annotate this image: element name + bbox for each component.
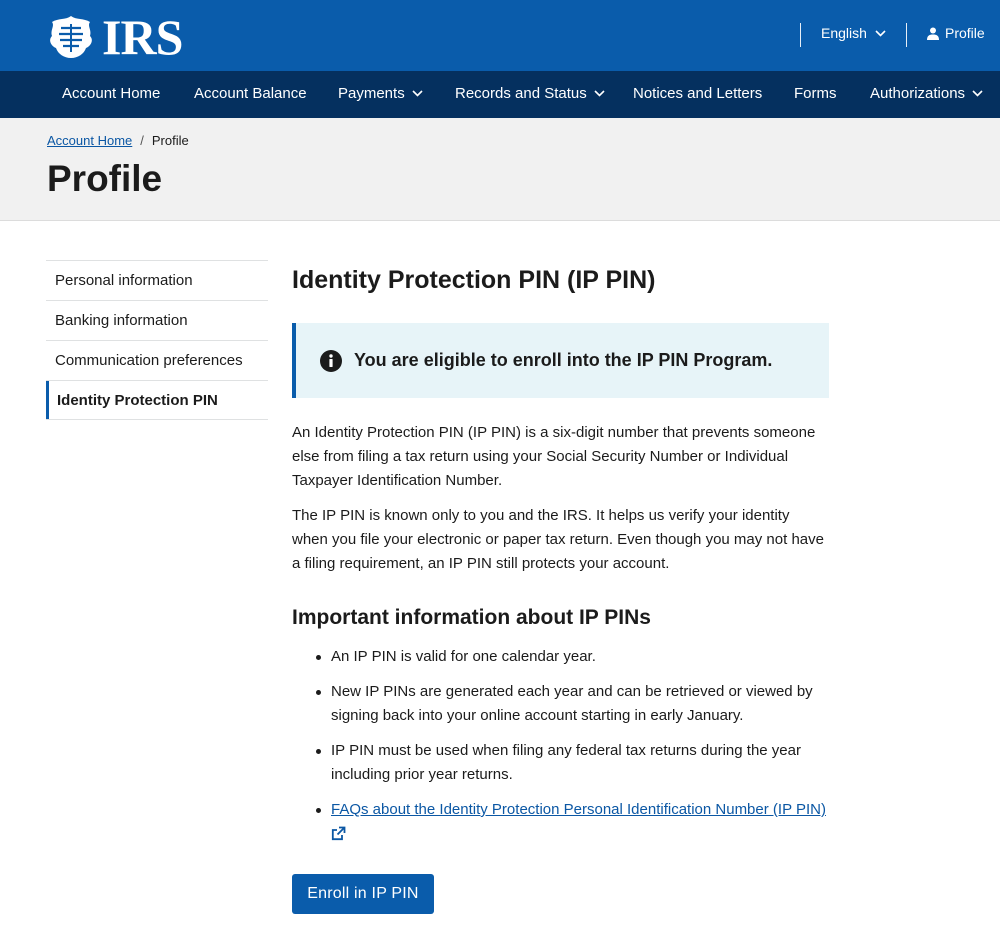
top-header	[0, 0, 1000, 71]
profile-label: Profile	[945, 25, 985, 41]
alert-text: You are eligible to enroll into the IP PIN Program.	[354, 350, 773, 370]
list-item	[331, 798, 832, 841]
faq-link[interactable]: FAQs about the Identity Protection Personal Identification Number (IP PIN)	[331, 801, 826, 818]
nav-label: Records and Status	[455, 85, 587, 102]
nav-account-home[interactable]	[62, 85, 160, 102]
nav-label: Forms	[794, 85, 837, 102]
sidenav-item-personal-information[interactable]	[46, 260, 268, 300]
chevron-down-icon	[412, 90, 423, 97]
nav-label: Account Home	[62, 85, 161, 102]
sidenav-label: Identity Protection PIN	[57, 392, 218, 409]
sidenav-item-identity-protection-pin[interactable]	[46, 380, 268, 420]
eligibility-alert	[292, 323, 829, 398]
important-info-list	[292, 645, 832, 841]
person-icon	[927, 27, 939, 40]
sidenav-item-communication-preferences[interactable]	[46, 340, 268, 380]
breadcrumb-current: Profile	[151, 133, 189, 148]
nav-forms[interactable]	[794, 85, 837, 102]
section-heading: Identity Protection PIN (IP PIN)	[292, 266, 656, 294]
description-paragraph: The IP PIN is known only to you and the IRS. It helps us verify your identity when you file your electronic or paper tax return. Even though you may not have a filing requirement, an IP PIN still protects your account.	[292, 507, 824, 572]
nav-records-and-status[interactable]	[455, 85, 605, 102]
list-item: An IP PIN is valid for one calendar year.	[331, 645, 832, 669]
nav-label: Account Balance	[194, 85, 307, 102]
nav-label: Payments	[338, 85, 405, 102]
info-icon	[320, 350, 342, 372]
main-nav	[0, 71, 1000, 118]
external-link-icon[interactable]	[331, 826, 346, 841]
sidenav-label: Personal information	[55, 272, 193, 289]
profile-sidenav	[46, 260, 268, 420]
language-label: English	[821, 25, 867, 41]
page-title: Profile	[47, 158, 163, 199]
nav-payments[interactable]	[338, 85, 423, 102]
list-item: New IP PINs are generated each year and can be retrieved or viewed by signing back into your online account starting in early January.	[331, 680, 832, 728]
important-info-heading: Important information about IP PINs	[292, 606, 651, 629]
sidenav-item-banking-information[interactable]	[46, 300, 268, 340]
profile-link[interactable]	[927, 25, 985, 41]
language-selector[interactable]	[821, 25, 886, 41]
sidenav-label: Communication preferences	[55, 352, 243, 369]
divider	[800, 23, 801, 47]
enroll-ip-pin-button[interactable]: Enroll in IP PIN	[292, 874, 434, 914]
breadcrumb-account-home[interactable]: Account Home	[47, 133, 133, 148]
nav-label: Authorizations	[870, 85, 966, 102]
nav-authorizations[interactable]	[870, 85, 983, 102]
list-item: IP PIN must be used when filing any federal tax returns during the year including prior year returns.	[331, 739, 832, 787]
chevron-down-icon	[972, 90, 983, 97]
nav-notices-and-letters[interactable]	[633, 85, 762, 102]
sidenav-label: Banking information	[55, 312, 188, 329]
chevron-down-icon	[875, 30, 886, 37]
main-content	[292, 264, 832, 914]
irs-logo[interactable]	[46, 9, 183, 65]
logo-text: IRS	[102, 9, 183, 65]
page-header	[0, 118, 1000, 221]
breadcrumb-separator: /	[140, 133, 144, 148]
nav-label: Notices and Letters	[633, 85, 763, 102]
breadcrumb	[47, 133, 189, 148]
description-paragraph: An Identity Protection PIN (IP PIN) is a six-digit number that prevents someone else from filing a tax return using your Social Security Number or Individual Taxpayer Identification Number.	[292, 424, 816, 489]
divider	[906, 23, 907, 47]
eagle-seal-icon	[46, 14, 96, 60]
chevron-down-icon	[594, 90, 605, 97]
nav-account-balance[interactable]	[194, 85, 307, 102]
